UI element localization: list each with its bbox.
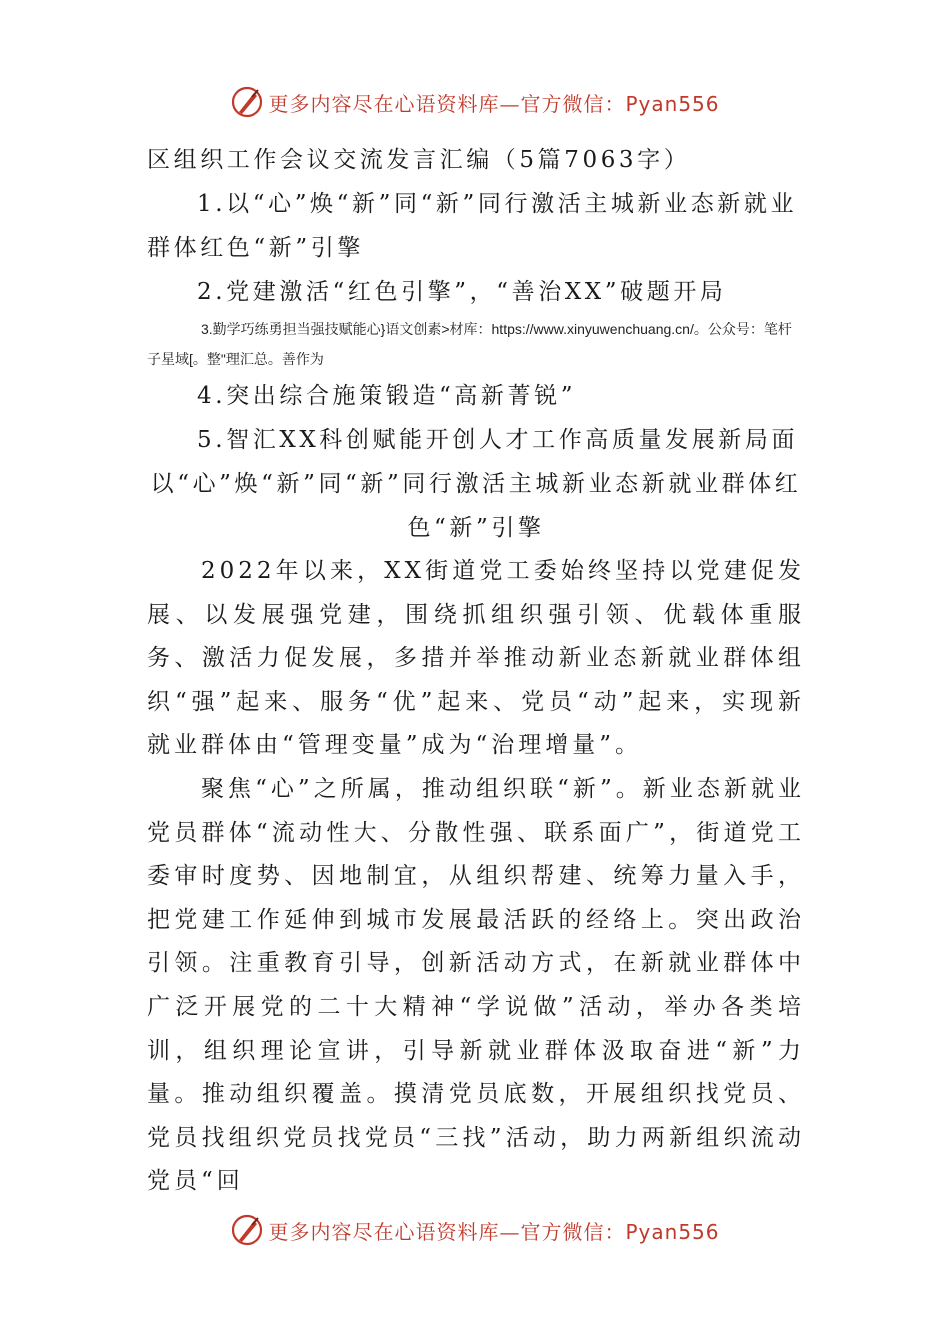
footer-banner bbox=[0, 1210, 950, 1250]
banner-text: 更多内容尽在心语资料库—官方微信：Pyan556 bbox=[268, 1219, 720, 1244]
quill-pen-logo-icon bbox=[230, 85, 264, 119]
toc-item-4: 4.突出综合施策锻造“高新菁锐” bbox=[197, 383, 577, 409]
body-paragraph-2: 聚焦“心”之所属，推动组织联“新”。新业态新就业党员群体“流动性大、分散性强、联系面广”，街道党工委审时度势、因地制宜，从组织帮建、统筹力量入手，把党建工作延伸到城市发展最活跃的经络上。突出政治引领。注重教育引导，创新活动方式，在新就业群体中广泛开展党的二十大精神“学说做”活动，举办各类培训，组织理论宣讲，引导新就业群体汲取奋进“新”力量。推动组织覆盖。摸清党员底数，开展组织找党员、党员找组织党员找党员“三找”活动，助力两新组织流动党员“回 bbox=[147, 775, 805, 1195]
banner-text: 更多内容尽在心语资料库—官方微信：Pyan556 bbox=[268, 91, 720, 116]
compilation-title: 区组织工作会议交流发言汇编（5篇7063字） bbox=[147, 147, 691, 173]
header-banner bbox=[0, 82, 950, 122]
toc-item-3: 3.勤学巧练勇担当强技赋能心}语文创素>材库：https://www.xinyuwenchuang.cn/。公众号：笔杆子星域[。整"理汇总。善作为 bbox=[147, 321, 792, 367]
toc-item-5: 5.智汇XX科创赋能开创人才工作高质量发展新局面 bbox=[197, 427, 799, 453]
body-paragraph-1: 2022年以来，XX街道党工委始终坚持以党建促发展、以发展强党建，围绕抓组织强引领、优载体重服务、激活力促发展，多措并举推动新业态新就业群体组织“强”起来、服务“优”起来、党员“动”起来，实现新就业群体由“管理变量”成为“治理增量”。 bbox=[147, 558, 805, 759]
toc-item-1: 1.以“心”焕“新”同“新”同行激活主城新业态新就业群体红色“新”引擎 bbox=[147, 191, 798, 261]
document-body bbox=[147, 138, 805, 1204]
toc-item-2: 2.党建激活“红色引擎”，“善治XX”破题开局 bbox=[197, 279, 727, 305]
quill-pen-logo-icon bbox=[230, 1213, 264, 1247]
section-heading: 以“心”焕“新”同“新”同行激活主城新业态新就业群体红色“新”引擎 bbox=[150, 471, 802, 541]
